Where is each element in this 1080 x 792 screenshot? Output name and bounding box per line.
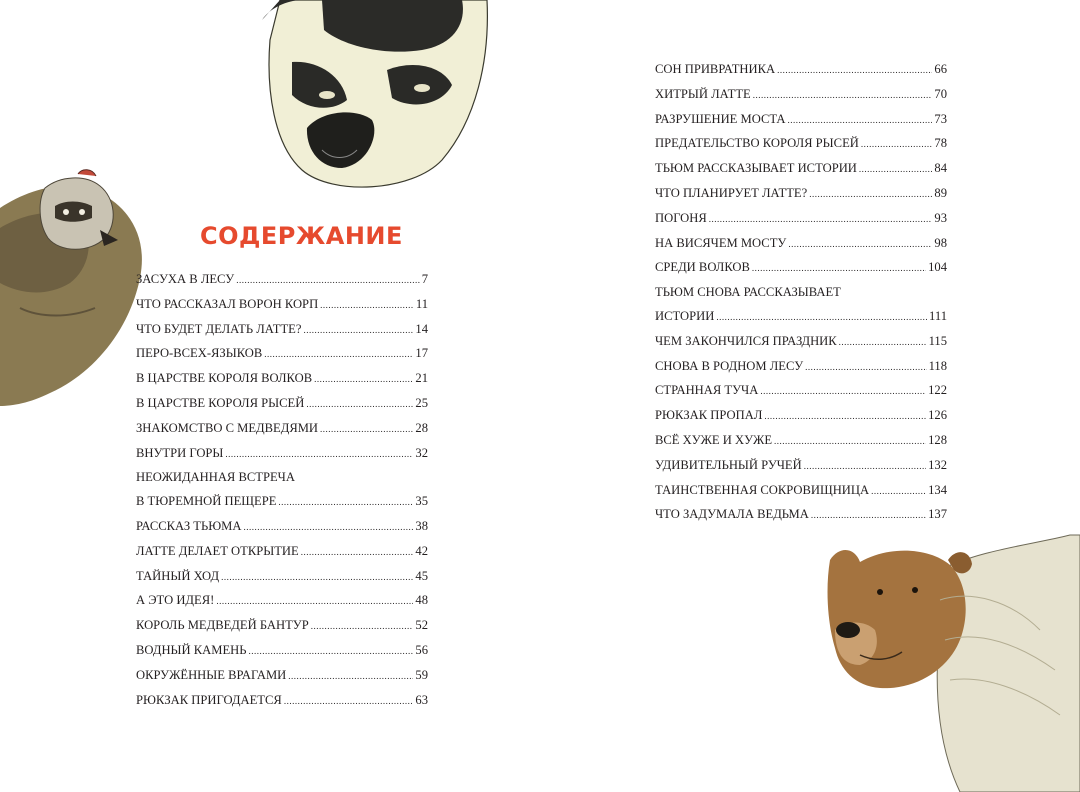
toc-entry[interactable]: ЗНАКОМСТВО С МЕДВЕДЯМИ ..... 28 (136, 417, 428, 442)
toc-entry[interactable]: ЛАТТЕ ДЕЛАЕТ ОТКРЫТИЕ ..... 42 (136, 540, 428, 565)
page-number: 17 (415, 346, 428, 361)
toc-heading: СОДЕРЖАНИЕ (200, 222, 403, 250)
page-number: 63 (415, 692, 428, 707)
toc-entry[interactable]: ВОДНЫЙ КАМЕНЬ ..... 56 (136, 639, 428, 664)
leader-dots (861, 133, 933, 157)
leader-dots (278, 491, 413, 515)
leader-dots (760, 380, 926, 404)
toc-entry[interactable]: ТЬЮМ СНОВА РАССКАЗЫВАЕТ ИСТОРИИ ..... 111 (655, 281, 947, 330)
leader-dots (764, 405, 926, 429)
bear-illustration (820, 530, 1080, 792)
leader-dots (788, 109, 933, 133)
leader-dots (243, 516, 413, 540)
leader-dots (709, 208, 933, 232)
leader-dots (777, 59, 932, 83)
leader-dots (839, 331, 927, 355)
page-number: 38 (415, 518, 428, 533)
toc-entry[interactable]: СРЕДИ ВОЛКОВ ..... 104 (655, 256, 947, 281)
toc-entry[interactable]: НА ВИСЯЧЕМ МОСТУ ..... 98 (655, 232, 947, 257)
page-number: 25 (415, 395, 428, 410)
page-number: 128 (928, 432, 947, 447)
page-number: 42 (415, 543, 428, 558)
leader-dots (320, 418, 413, 442)
toc-entry[interactable]: КОРОЛЬ МЕДВЕДЕЙ БАНТУР ..... 52 (136, 614, 428, 639)
leader-dots (752, 257, 926, 281)
page-number: 66 (934, 62, 947, 76)
toc-entry[interactable]: РЮКЗАК ПРИГОДАЕТСЯ ..... 63 (136, 689, 428, 714)
leader-dots (753, 84, 933, 108)
page-number: 111 (929, 308, 947, 323)
leader-dots (311, 615, 414, 639)
leader-dots (859, 158, 933, 182)
leader-dots (303, 319, 413, 343)
page-number: 132 (928, 457, 947, 472)
leader-dots (249, 640, 414, 664)
leader-dots (774, 430, 926, 454)
leader-dots (716, 306, 927, 330)
page-number: 70 (934, 86, 947, 101)
toc-left-column (136, 268, 428, 713)
toc-entry[interactable]: СТРАННАЯ ТУЧА ..... 122 (655, 379, 947, 404)
leader-dots (284, 690, 414, 714)
page-number: 59 (415, 667, 428, 682)
page-number: 78 (934, 136, 947, 151)
page-number: 45 (415, 568, 428, 583)
page-number: 73 (934, 111, 947, 126)
toc-entry[interactable]: ВНУТРИ ГОРЫ ..... 32 (136, 442, 428, 467)
page-number: 122 (928, 383, 947, 398)
page-number: 14 (415, 321, 428, 336)
toc-entry[interactable]: ЗАСУХА В ЛЕСУ ..... 7 (136, 268, 428, 293)
page-number: 48 (415, 593, 428, 608)
toc-right-column (655, 58, 947, 528)
page-number: 134 (928, 482, 947, 497)
toc-entry[interactable]: ЧТО ЗАДУМАЛА ВЕДЬМА ..... 137 (655, 503, 947, 528)
leader-dots (225, 443, 413, 467)
leader-dots (236, 269, 420, 293)
toc-entry[interactable]: ТАИНСТВЕННАЯ СОКРОВИЩНИЦА ..... 134 (655, 479, 947, 504)
toc-entry[interactable]: ВСЁ ХУЖЕ И ХУЖЕ ..... 128 (655, 429, 947, 454)
toc-entry[interactable]: ХИТРЫЙ ЛАТТЕ ..... 70 (655, 83, 947, 108)
toc-entry[interactable]: ТЬЮМ РАССКАЗЫВАЕТ ИСТОРИИ ..... 84 (655, 157, 947, 182)
leader-dots (811, 504, 926, 528)
leader-dots (809, 183, 932, 207)
leader-dots (301, 541, 414, 565)
leader-dots (306, 393, 413, 417)
toc-entry[interactable]: СОН ПРИВРАТНИКА ..... 66 (655, 58, 947, 83)
page-number: 21 (415, 371, 428, 386)
page-number: 56 (415, 642, 428, 657)
page-number: 84 (934, 161, 947, 176)
leader-dots (264, 343, 413, 367)
page-number: 104 (928, 260, 947, 275)
page-number: 89 (934, 185, 947, 200)
toc-entry[interactable]: УДИВИТЕЛЬНЫЙ РУЧЕЙ ..... 132 (655, 454, 947, 479)
toc-entry[interactable]: РЮКЗАК ПРОПАЛ ..... 126 (655, 404, 947, 429)
raccoon-illustration (0, 168, 150, 408)
toc-entry[interactable]: ЧТО РАССКАЗАЛ ВОРОН КОРП ..... 11 (136, 293, 428, 318)
page-number: 115 (928, 333, 947, 348)
page-number: 32 (415, 445, 428, 460)
leader-dots (288, 665, 413, 689)
leader-dots (221, 566, 413, 590)
leader-dots (314, 368, 413, 392)
toc-entry[interactable]: РАССКАЗ ТЬЮМА ..... 38 (136, 515, 428, 540)
toc-entry[interactable]: ПЕРО-ВСЕХ-ЯЗЫКОВ ..... 17 (136, 342, 428, 367)
page-number: 118 (928, 358, 947, 373)
page-number: 28 (415, 420, 428, 435)
page-number: 98 (934, 235, 947, 250)
page-number: 35 (415, 494, 428, 509)
page-number: 93 (934, 210, 947, 225)
page-number: 52 (415, 618, 428, 633)
toc-entry[interactable]: В ЦАРСТВЕ КОРОЛЯ РЫСЕЙ ..... 25 (136, 392, 428, 417)
leader-dots (805, 356, 926, 380)
leader-dots (320, 294, 414, 318)
page-number: 7 (421, 272, 428, 286)
toc-entry[interactable]: ЧТО ПЛАНИРУЕТ ЛАТТЕ? ..... 89 (655, 182, 947, 207)
panda-illustration (262, 0, 492, 192)
page-number: 137 (928, 507, 947, 522)
leader-dots (788, 233, 932, 257)
toc-entry-first-line: НЕОЖИДАННАЯ ВСТРЕЧА (136, 470, 295, 485)
toc-entry[interactable]: А ЭТО ИДЕЯ! ..... 48 (136, 589, 428, 614)
toc-entry-first-line: ТЬЮМ СНОВА РАССКАЗЫВАЕТ (655, 285, 841, 300)
toc-entry[interactable]: РАЗРУШЕНИЕ МОСТА ..... 73 (655, 108, 947, 133)
leader-dots (871, 480, 926, 504)
page-number: 11 (415, 296, 428, 311)
toc-entry[interactable]: ТАЙНЫЙ ХОД ..... 45 (136, 565, 428, 590)
toc-entry[interactable]: ЧЕМ ЗАКОНЧИЛСЯ ПРАЗДНИК ..... 115 (655, 330, 947, 355)
toc-entry[interactable]: В ЦАРСТВЕ КОРОЛЯ ВОЛКОВ ..... 21 (136, 367, 428, 392)
toc-entry[interactable]: ЧТО БУДЕТ ДЕЛАТЬ ЛАТТЕ? ..... 14 (136, 318, 428, 343)
toc-entry[interactable]: ПОГОНЯ ..... 93 (655, 207, 947, 232)
toc-entry[interactable]: СНОВА В РОДНОМ ЛЕСУ ..... 118 (655, 355, 947, 380)
leader-dots (804, 455, 926, 479)
toc-entry[interactable]: ОКРУЖЁННЫЕ ВРАГАМИ ..... 59 (136, 664, 428, 689)
toc-entry[interactable]: ПРЕДАТЕЛЬСТВО КОРОЛЯ РЫСЕЙ ..... 78 (655, 132, 947, 157)
toc-entry[interactable]: НЕОЖИДАННАЯ ВСТРЕЧА В ТЮРЕМНОЙ ПЕЩЕРЕ ..... 35 (136, 466, 428, 515)
leader-dots (216, 590, 413, 614)
page-number: 126 (928, 408, 947, 423)
